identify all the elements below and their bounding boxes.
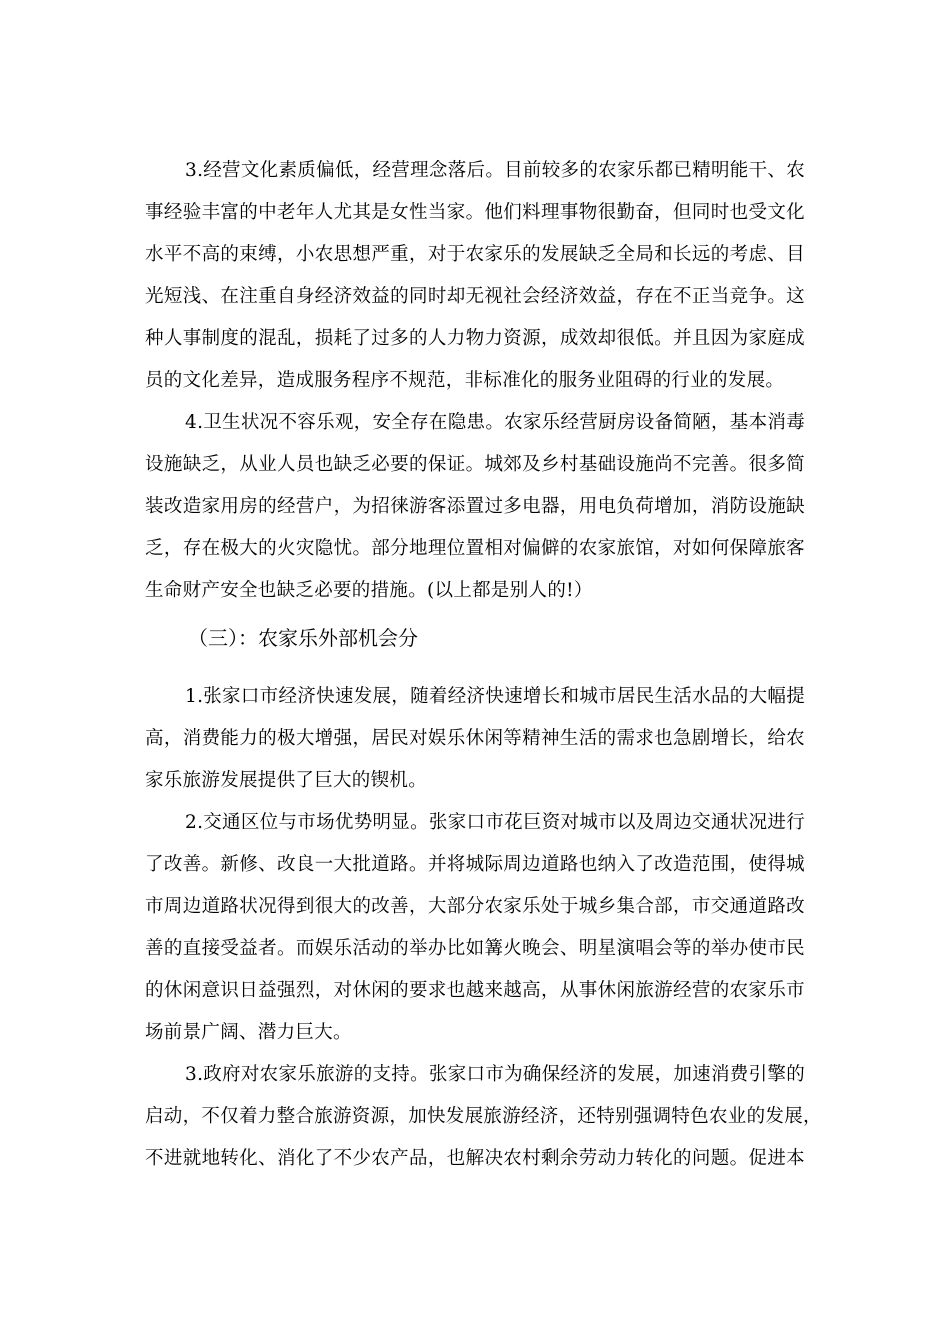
paragraph-line: 场前景广阔、潜力巨大。 bbox=[145, 1022, 352, 1043]
paragraph-line: 水平不高的束缚，小农思想严重，对于农家乐的发展缺乏全局和长远的考虑、目 bbox=[145, 244, 805, 265]
paragraph-line: 3.政府对农家乐旅游的支持。张家口市为确保经济的发展，加速消费引擎的 bbox=[185, 1064, 805, 1085]
paragraph-line: 2.交通区位与市场优势明显。张家口市花巨资对城市以及周边交通状况进行 bbox=[185, 812, 805, 833]
paragraph-line: 乏，存在极大的火灾隐忧。部分地理位置相对偏僻的农家旅馆，对如何保障旅客 bbox=[145, 538, 805, 559]
paragraph-line: 员的文化差异，造成服务程序不规范，非标准化的服务业阻碍的行业的发展。 bbox=[145, 370, 785, 391]
paragraph-line: 光短浅、在注重自身经济效益的同时却无视社会经济效益，存在不正当竞争。这 bbox=[145, 286, 805, 307]
paragraph-line: 家乐旅游发展提供了巨大的锲机。 bbox=[145, 770, 428, 791]
section-heading: （三）：农家乐外部机会分 bbox=[188, 626, 418, 650]
paragraph-line: 善的直接受益者。而娱乐活动的举办比如篝火晚会、明星演唱会等的举办使市民 bbox=[145, 938, 805, 959]
paragraph-line: 不进就地转化、消化了不少农产品，也解决农村剩余劳动力转化的问题。促进本 bbox=[145, 1148, 805, 1169]
paragraph-line: 了改善。新修、改良一大批道路。并将城际周边道路也纳入了改造范围，使得城 bbox=[145, 854, 805, 875]
paragraph-line: 市周边道路状况得到很大的改善，大部分农家乐处于城乡集合部，市交通道路改 bbox=[145, 896, 805, 917]
paragraph-line: 高，消费能力的极大增强，居民对娱乐休闲等精神生活的需求也急剧增长，给农 bbox=[145, 728, 805, 749]
paragraph-line: 装改造家用房的经营户，为招徕游客添置过多电器，用电负荷增加，消防设施缺 bbox=[145, 496, 805, 517]
paragraph-line: 4.卫生状况不容乐观，安全存在隐患。农家乐经营厨房设备简陋，基本消毒 bbox=[185, 412, 805, 433]
paragraph-line: 1.张家口市经济快速发展，随着经济快速增长和城市居民生活水品的大幅提 bbox=[185, 686, 805, 707]
paragraph-line: 种人事制度的混乱，损耗了过多的人力物力资源，成效却很低。并且因为家庭成 bbox=[145, 328, 805, 349]
paragraph-line: 设施缺乏，从业人员也缺乏必要的保证。城郊及乡村基础设施尚不完善。很多简 bbox=[145, 454, 805, 475]
paragraph-line: 启动，不仅着力整合旅游资源，加快发展旅游经济，还特别强调特色农业的发展， bbox=[145, 1106, 822, 1127]
paragraph-line: 事经验丰富的中老年人尤其是女性当家。他们料理事物很勤奋，但同时也受文化 bbox=[145, 202, 805, 223]
paragraph-line: 的休闲意识日益强烈，对休闲的要求也越来越高，从事休闲旅游经营的农家乐市 bbox=[145, 980, 805, 1001]
paragraph-line: 3.经营文化素质偏低，经营理念落后。目前较多的农家乐都已精明能干、农 bbox=[185, 160, 805, 181]
paragraph-line: 生命财产安全也缺乏必要的措施。(以上都是别人的!） bbox=[145, 580, 593, 601]
